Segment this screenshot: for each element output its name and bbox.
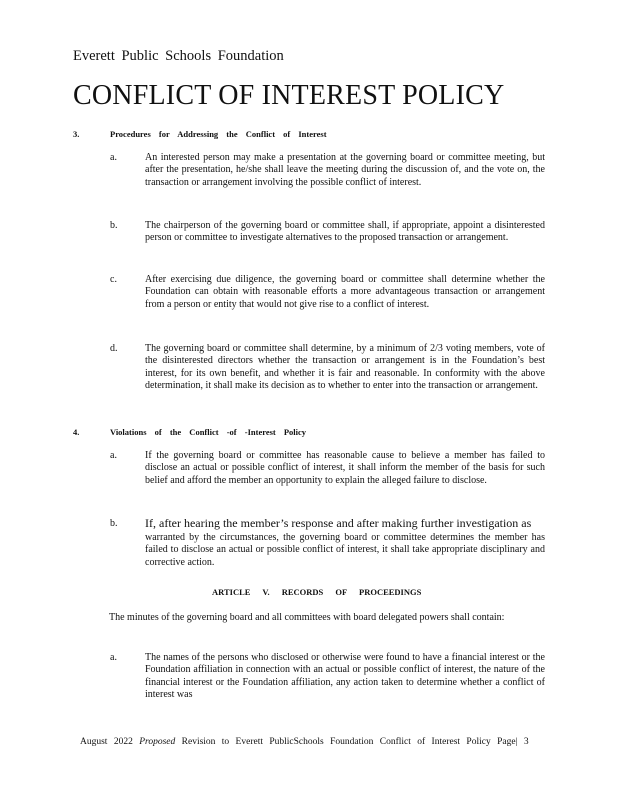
section-4-heading: Violations of the Conflict -of -Interest Policy — [110, 427, 307, 437]
footer-date: August 2022 — [80, 737, 133, 747]
section-3-item-b-text: The chairperson of the governing board or committee shall, if appropriate, appoint a disinterested person or committee to investigate alternatives to the proposed transaction or arrangement. — [145, 220, 545, 244]
footer-text: Revision to Everett PublicSchools Foundation Conflict of Interest Policy Page| 3 — [181, 737, 529, 747]
section-3-number: 3. — [73, 129, 80, 139]
section-3-item-c-letter: c. — [110, 274, 117, 285]
section-3-item-a-letter: a. — [110, 152, 117, 163]
section-4-number: 4. — [73, 427, 80, 437]
organization-name: Everett Public Schools Foundation — [73, 48, 284, 64]
section-4-item-a-text: If the governing board or committee has reasonable cause to believe a member has failed to disclose an actual or possible conflict of interest, it shall inform the member of the basis for such belief and afford the member an opportunity to explain the alleged failure to disclose. — [145, 450, 545, 486]
section-3-heading: Procedures for Addressing the Conflict of Interest — [110, 129, 327, 139]
article-heading: ARTICLE V. RECORDS OF PROCEEDINGS — [212, 587, 422, 597]
section-3-item-c-text: After exercising due diligence, the governing board or committee shall determine whether the Foundation can obtain with reasonable efforts a more advantageous transaction or arrangement from a person or entity that would not give rise to a conflict of interest. — [145, 274, 545, 310]
article-item-a-letter: a. — [110, 652, 117, 663]
section-4-item-a-letter: a. — [110, 450, 117, 461]
section-4-item-b-lead: If, after hearing the member’s response and after making further investigation as — [145, 516, 532, 530]
section-3-item-a-text: An interested person may make a presentation at the governing board or committee meeting, but after the presentation, he/she shall leave the meeting during the discussion of, and the vote on, the transaction or arrangement involving the possible conflict of interest. — [145, 152, 545, 188]
section-4-item-b-letter: b. — [110, 518, 118, 529]
section-3-item-d-text: The governing board or committee shall determine, by a minimum of 2/3 voting members, vote of the disinterested directors whether the transaction or arrangement is in the Foundation’s best interest, for its own benefit, and whether it is fair and reasonable. In conformity with the above determination, it shall make its decision as to whether to enter into the transaction or arrangement. — [145, 343, 545, 392]
section-3-item-d-letter: d. — [110, 343, 118, 354]
footer-proposed: Proposed — [139, 737, 176, 747]
section-3-item-b-letter: b. — [110, 220, 118, 231]
page-title: CONFLICT OF INTEREST POLICY — [73, 80, 505, 111]
section-4-item-b-text: warranted by the circumstances, the governing board or committee determines the member has failed to disclose an actual or possible conflict of interest, it shall take appropriate disciplinary and corrective action. — [145, 532, 545, 568]
article-intro: The minutes of the governing board and all committees with board delegated powers shall contain: — [109, 612, 505, 623]
page-footer — [80, 737, 529, 747]
article-item-a-text: The names of the persons who disclosed or otherwise were found to have a financial interest or the Foundation affiliation in connection with an actual or possible conflict of interest, the nature of the financial interest or the Foundation affiliation, any action taken to determine whether a conflict of interest was — [145, 652, 545, 701]
